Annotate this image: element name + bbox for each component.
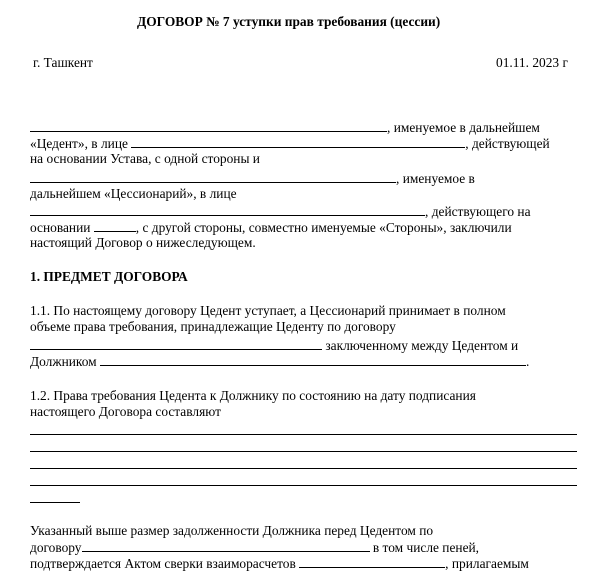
text: заключенному между Цедентом и — [325, 338, 519, 353]
blank-contract-number[interactable] — [82, 539, 370, 552]
blank-basis[interactable] — [94, 219, 136, 232]
parties-line-8: настоящий Договор о нижеследующем. — [30, 235, 256, 250]
city: г. Ташкент — [33, 55, 93, 70]
debt-line-2 — [30, 539, 479, 556]
blank-debtor[interactable] — [100, 353, 526, 366]
clause-1-2-line-1: 1.2. Права требования Цедента к Должнику по состоянию на дату подписания — [30, 388, 476, 403]
blank-line-3[interactable] — [30, 468, 577, 469]
contract-date: 01.11. 2023 г — [496, 55, 568, 70]
text: договору — [30, 540, 82, 555]
clause-1-1-line-2: объеме права требования, принадлежащие Цеденту по договору — [30, 319, 396, 334]
text: , именуемое в — [396, 171, 475, 186]
text: «Цедент», в лице — [30, 136, 128, 151]
parties-line-4 — [30, 170, 475, 187]
text: , прилагаемым — [445, 556, 529, 571]
parties-line-6 — [30, 203, 531, 220]
debt-line-1: Указанный выше размер задолженности Должника перед Цедентом по — [30, 523, 434, 538]
parties-line-3: на основании Устава, с одной стороны и — [30, 151, 260, 166]
text: Должником — [30, 354, 97, 369]
clause-1-2-line-2: настоящего Договора составляют — [30, 404, 221, 419]
text: в том числе пеней, — [372, 540, 480, 555]
parties-line-2 — [30, 135, 550, 152]
section-heading: 1. ПРЕДМЕТ ДОГОВОРА — [30, 269, 188, 284]
blank-reconciliation-act[interactable] — [299, 555, 445, 568]
parties-line-5: дальнейшем «Цессионарий», в лице — [30, 186, 237, 201]
blank-line-1[interactable] — [30, 434, 577, 435]
blank-cedent-representative[interactable] — [131, 135, 465, 148]
parties-line-7 — [30, 219, 512, 236]
blank-line-2[interactable] — [30, 451, 577, 452]
blank-cedent-name[interactable] — [30, 119, 387, 132]
blank-line-5[interactable] — [30, 502, 80, 503]
text: подтверждается Актом сверки взаиморасчетов — [30, 556, 296, 571]
clause-1-1-line-3 — [30, 337, 518, 354]
text: . — [526, 354, 530, 369]
text: , действующей — [465, 136, 550, 151]
blank-line-4[interactable] — [30, 485, 577, 486]
blank-cessionary-representative[interactable] — [30, 203, 425, 216]
blank-cessionary-name[interactable] — [30, 170, 396, 183]
text: , именуемое в дальнейшем — [387, 120, 540, 135]
clause-1-1-line-1: 1.1. По настоящему договору Цедент уступает, а Цессионарий принимает в полном — [30, 303, 506, 318]
clause-1-1-line-4 — [30, 353, 529, 370]
text: , действующего на — [425, 204, 531, 219]
text: , с другой стороны, совместно именуемые «Стороны», заключили — [135, 220, 512, 235]
document-title: ДОГОВОР № 7 уступки прав требования (цессии) — [137, 14, 441, 29]
debt-line-3 — [30, 555, 529, 572]
blank-contract-ref[interactable] — [30, 337, 322, 350]
parties-line-1 — [30, 119, 540, 136]
text: основании — [30, 220, 91, 235]
